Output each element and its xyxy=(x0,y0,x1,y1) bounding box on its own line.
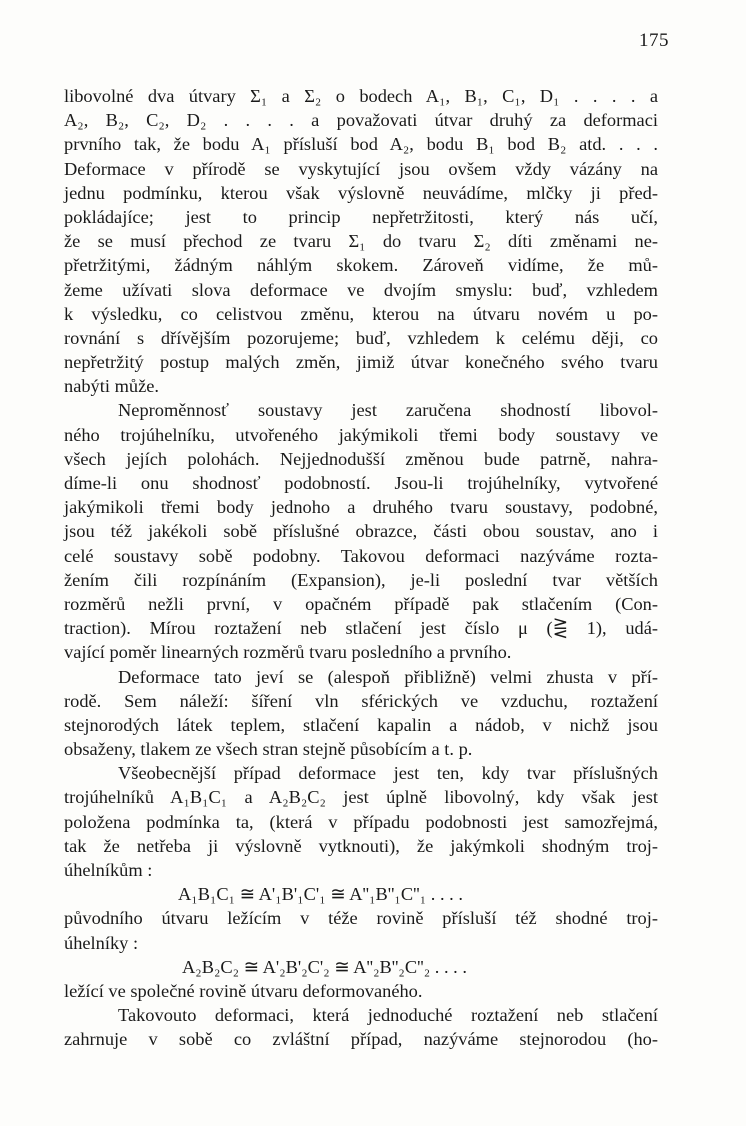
text-line: trojúhelníků A₁B₁C₁ a A₂B₂C₂ jest úplně libovolný, kdy však jest xyxy=(64,787,658,808)
paragraph-start-line: Neproměnnosť soustavy jest zaručena shodností libovol- xyxy=(118,400,658,421)
text-line: traction). Mírou roztažení neb stlačení jest číslo μ (⋛ 1), udá- xyxy=(64,618,658,639)
text-line: rovnání s dřívějším pozorujeme; buď, vzhledem k celému ději, co xyxy=(64,327,658,348)
text-line: vající poměr linearných rozměrů tvaru posledního a prvního. xyxy=(64,642,512,663)
text-line: položena podmínka ta, (která v případu podobnosti jest samozřejmá, xyxy=(64,811,658,832)
text-line: úhelníkům : xyxy=(64,860,153,880)
text-line: rodě. Sem náleží: šíření vln sférických ve vzduchu, roztažení xyxy=(64,690,658,711)
text-line: tak že netřeba ji výslovně vytknouti), že jakýmkoli shodným troj- xyxy=(64,835,658,856)
text-line: jakýmikoli třemi body jednoho a druhého tvaru soustavy, podobné, xyxy=(64,497,658,518)
text-line: úhelníky : xyxy=(64,932,139,953)
text-line: rozměrů nežli první, v opačném případě pak stlačením (Con- xyxy=(64,593,658,614)
text-line: k výsledku, co celistvou změnu, kterou na útvaru novém u po- xyxy=(64,303,658,324)
text-line: ného trojúhelníku, utvořeného jakýmikoli třemi body soustavy ve xyxy=(64,424,658,445)
text-line: nabýti může. xyxy=(64,376,159,397)
paragraph-start-line: Takovouto deformaci, která jednoduché roztažení neb stlačení xyxy=(118,1005,658,1026)
text-line: jsou též jakékoli sobě příslušné obrazce, části obou soustav, ano i xyxy=(64,521,658,542)
text-line: stejnorodých látek teplem, stlačení kapalin a nádob, v nichž jsou xyxy=(64,714,658,735)
text-line: jednu podmínku, kterou však výslovně neuvádíme, mlčky ji před- xyxy=(64,182,658,203)
page-number: 175 xyxy=(639,30,669,51)
text-line: prvního tak, že bodu A₁ přísluší bod A₂, bodu B₁ bod B₂ atd. . . . xyxy=(64,134,658,155)
text-line: pokládajíce; jest to princip nepřetržitosti, který nás učí, xyxy=(64,206,658,227)
text-line: libovolné dva útvary Σ₁ a Σ₂ o bodech A₁, B₁, C₁, D₁ . . . . a xyxy=(64,86,658,106)
formula-line: A₁B₁C₁ ≅ A'₁B'₁C'₁ ≅ A''₁B''₁C''₁ . . . . xyxy=(178,884,463,905)
text-line: zahrnuje v sobě co zvláštní případ, nazýváme stejnorodou (ho- xyxy=(64,1029,658,1050)
text-line: Deformace v přírodě se vyskytující jsou ovšem vždy vázány na xyxy=(64,158,658,179)
text-line: A₂, B₂, C₂, D₂ . . . . a považovati útvar druhý za deformaci xyxy=(64,110,658,131)
paragraph-start-line: Všeobecnější případ deformace jest ten, kdy tvar příslušných xyxy=(118,763,658,784)
text-line: žením čili rozpínáním (Expansion), je-li poslední tvar větších xyxy=(64,569,658,590)
text-line: díme-li onu shodnosť podobností. Jsou-li trojúhelníky, vytvořené xyxy=(64,473,658,493)
text-line: obsaženy, tlakem ze všech stran stejně působícím a t. p. xyxy=(64,739,473,760)
text-line: ležící ve společné rovině útvaru deformovaného. xyxy=(64,980,423,1001)
text-line: přetržitými, žádným náhlým skokem. Zároveň vidíme, že mů- xyxy=(64,255,658,276)
text-line: že se musí přechod ze tvaru Σ₁ do tvaru Σ₂ díti změnami ne- xyxy=(64,231,658,252)
text-line: nepřetržitý postup malých změn, jimiž útvar konečného svého tvaru xyxy=(64,352,658,373)
text-line: všech jejích polohách. Nejjednodušší změnou bude patrně, nahra- xyxy=(64,448,658,469)
text-line: celé soustavy sobě podobny. Takovou deformaci nazýváme rozta- xyxy=(64,545,658,566)
formula-line: A₂B₂C₂ ≅ A'₂B'₂C'₂ ≅ A''₂B''₂C''₂ . . . . xyxy=(182,956,467,977)
text-line: žeme užívati slova deformace ve dvojím smyslu: buď, vzhledem xyxy=(64,279,658,300)
paragraph-start-line: Deformace tato jeví se (alespoň přibližně) velmi zhusta v pří- xyxy=(118,666,658,687)
body-text xyxy=(64,84,658,1052)
text-line: původního útvaru ležícím v téže rovině přísluší též shodné troj- xyxy=(64,908,658,929)
